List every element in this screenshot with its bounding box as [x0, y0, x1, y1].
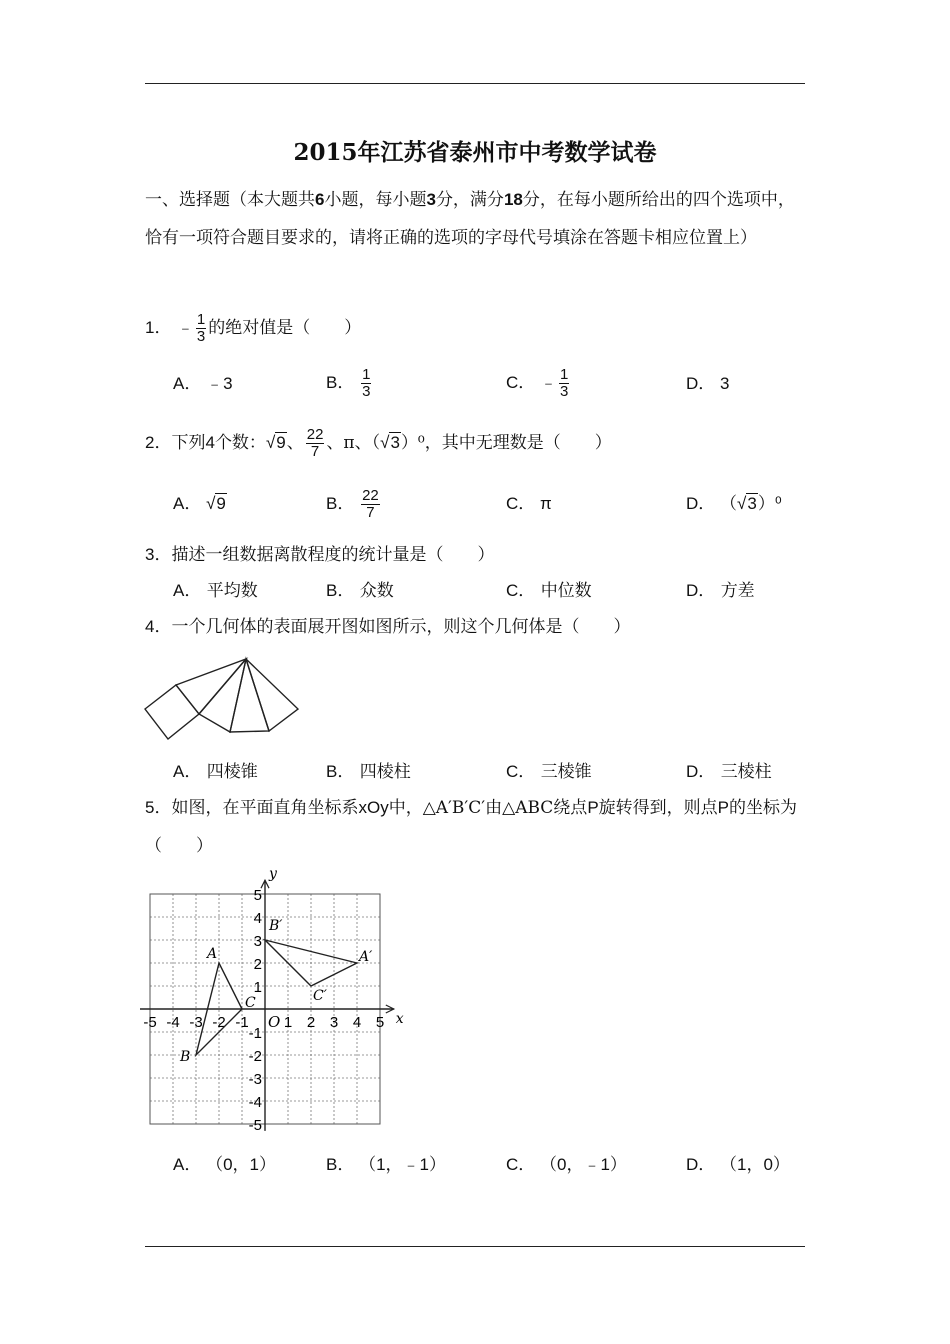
y-tick-label: 5	[253, 887, 262, 904]
y-tick-label: 3	[253, 933, 262, 950]
q3-option-b[interactable]: B． 众数	[326, 581, 394, 601]
q1-fraction: $\frac{1}{3}$	[196, 311, 206, 345]
x-tick-label: 1	[283, 1014, 293, 1031]
point-label-b2: B′	[269, 918, 283, 934]
y-tick-label: -5	[248, 1117, 262, 1134]
q1-option-c[interactable]: C． ﹣ $\frac{1}{3}$	[506, 366, 569, 401]
y-axis-label: y	[269, 868, 277, 883]
q3-option-d[interactable]: D． 方差	[686, 581, 755, 601]
q1-stem: 1． ﹣ $\frac{1}{3}$ 的绝对值是（ ）	[145, 311, 362, 345]
point-label-c: C	[245, 995, 256, 1011]
q2-stem: 2．下列4个数：√9、 $\frac{22}{7}$ 、π、（√3）⁰，其中无理数是（ ）	[145, 426, 612, 460]
y-tick-label: -2	[248, 1048, 262, 1065]
q5-option-b[interactable]: B． （1，﹣1）	[326, 1155, 446, 1174]
point-label-c2: C′	[313, 988, 327, 1004]
q4-option-a[interactable]: A． 四棱锥	[173, 762, 258, 782]
x-tick-label: -1	[235, 1014, 249, 1031]
x-tick-label: -3	[189, 1014, 203, 1031]
q3-option-c[interactable]: C． 中位数	[506, 581, 592, 601]
x-tick-label: 5	[375, 1014, 385, 1031]
q4-stem: 4．一个几何体的表面展开图如图所示，则这个几何体是（ ）	[145, 617, 631, 637]
graph-tick-labels	[143, 887, 384, 1134]
point-label-b: B	[180, 1049, 191, 1065]
y-tick-label: 1	[253, 979, 262, 996]
q5-stem: 5．如图，在平面直角坐标系xOy中，△A′B′C′由△ABC绕点P旋转得到，则点P的坐标为（ ）	[145, 798, 797, 856]
origin-label: O	[268, 1013, 281, 1031]
q1-option-b[interactable]: B． $\frac{1}{3}$	[326, 366, 371, 401]
q5-coordinate-graph	[140, 868, 410, 1143]
q2-fraction: $\frac{22}{7}$	[306, 426, 324, 460]
point-label-a: A	[207, 946, 218, 962]
q1-option-d[interactable]: D． 3	[686, 374, 730, 393]
y-tick-label: 4	[253, 910, 262, 927]
graph-axes	[140, 868, 404, 1131]
q1-option-a[interactable]: A． ﹣3	[173, 374, 233, 393]
q2-option-c[interactable]: C． π	[506, 494, 552, 513]
q2-option-b[interactable]: B． $\frac{22}{7}$	[326, 487, 379, 522]
q3-option-a[interactable]: A． 平均数	[173, 581, 258, 601]
x-tick-label: 3	[329, 1014, 339, 1031]
q4-option-d[interactable]: D． 三棱柱	[686, 762, 772, 782]
y-tick-label: -4	[248, 1094, 262, 1111]
x-tick-label: -5	[143, 1014, 157, 1031]
net-face-4	[246, 659, 298, 731]
q3-stem: 3．描述一组数据离散程度的统计量是（ ）	[145, 545, 495, 565]
x-tick-label: 2	[306, 1014, 316, 1031]
net-square	[145, 685, 199, 739]
q4-net-figure	[140, 655, 310, 747]
q4-option-c[interactable]: C． 三棱锥	[506, 762, 592, 782]
footer-rule	[145, 1246, 805, 1247]
y-tick-label: 2	[253, 956, 262, 973]
q5-option-c[interactable]: C． （0，﹣1）	[506, 1155, 627, 1174]
header-rule	[145, 83, 805, 84]
section-instructions: 一、选择题（本大题共6小题，每小题3分，满分18分，在每小题所给出的四个选项中，恰有一项符合题目要求的，请将正确的选项的字母代号填涂在答题卡相应位置上）	[145, 190, 795, 248]
x-tick-label: -4	[166, 1014, 180, 1031]
q5-option-a[interactable]: A． （0，1）	[173, 1155, 276, 1174]
q2-option-d[interactable]: D． （√3）⁰	[686, 494, 782, 513]
q2-sqrt9: √9	[265, 433, 286, 452]
q4-option-b[interactable]: B． 四棱柱	[326, 762, 411, 782]
x-axis-label: x	[395, 1011, 404, 1027]
x-tick-label: -2	[212, 1014, 226, 1031]
net-face-2	[199, 659, 246, 732]
y-tick-label: -1	[248, 1025, 262, 1042]
point-label-a2: A′	[359, 949, 373, 965]
page-title: 2015年江苏省泰州市中考数学试卷	[293, 139, 657, 166]
y-tick-label: -3	[248, 1071, 262, 1088]
x-tick-label: 4	[352, 1014, 362, 1031]
q5-option-d[interactable]: D． （1，0）	[686, 1155, 790, 1174]
graph-triangles	[196, 940, 357, 1055]
q2-sqrt3: √3	[380, 433, 400, 452]
q2-option-a[interactable]: A． √9	[173, 494, 226, 513]
